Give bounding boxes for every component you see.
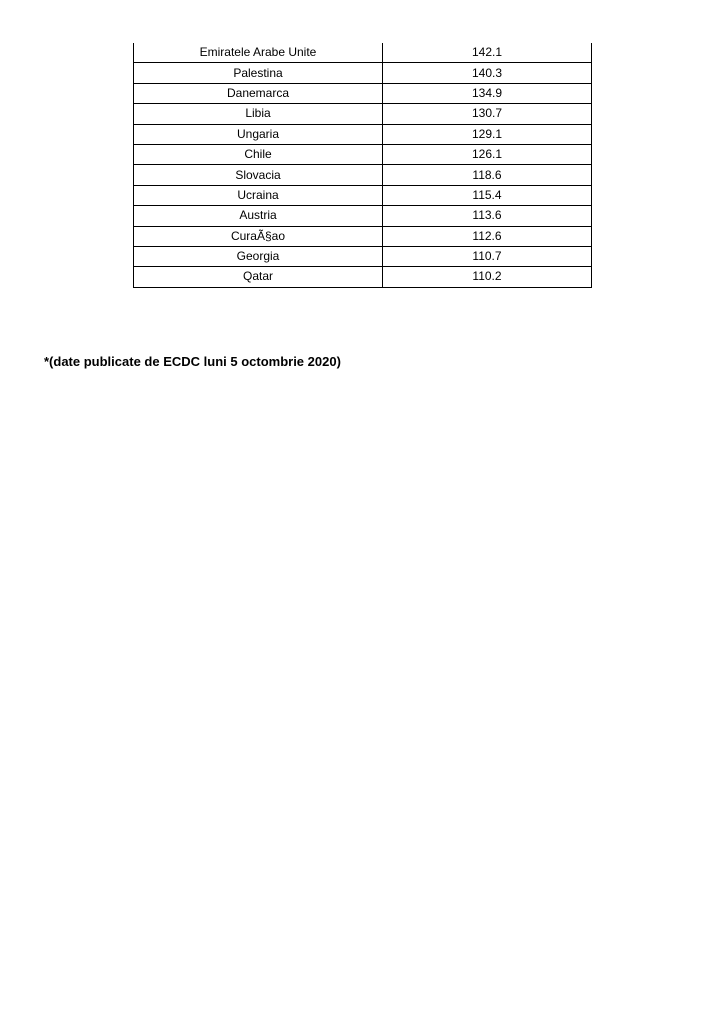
country-cell: Ungaria	[134, 124, 383, 144]
table-row	[134, 246, 592, 266]
table-body	[134, 43, 592, 287]
table-row	[134, 144, 592, 164]
value-cell: 112.6	[383, 226, 592, 246]
table-row	[134, 185, 592, 205]
table-row	[134, 104, 592, 124]
country-cell: Slovacia	[134, 165, 383, 185]
table-row	[134, 124, 592, 144]
table-row	[134, 267, 592, 287]
country-cell: Palestina	[134, 63, 383, 83]
country-cell: Georgia	[134, 246, 383, 266]
country-rate-table	[133, 43, 592, 288]
value-cell: 140.3	[383, 63, 592, 83]
country-cell: CuraÃ§ao	[134, 226, 383, 246]
value-cell: 110.2	[383, 267, 592, 287]
value-cell: 134.9	[383, 83, 592, 103]
value-cell: 113.6	[383, 206, 592, 226]
country-cell: Libia	[134, 104, 383, 124]
country-cell: Emiratele Arabe Unite	[134, 43, 383, 63]
value-cell: 110.7	[383, 246, 592, 266]
table-row	[134, 206, 592, 226]
value-cell: 115.4	[383, 185, 592, 205]
country-cell: Danemarca	[134, 83, 383, 103]
table-row	[134, 83, 592, 103]
table-row	[134, 63, 592, 83]
country-cell: Qatar	[134, 267, 383, 287]
value-cell: 126.1	[383, 144, 592, 164]
table-row	[134, 165, 592, 185]
value-cell: 142.1	[383, 43, 592, 63]
country-cell: Ucraina	[134, 185, 383, 205]
value-cell: 129.1	[383, 124, 592, 144]
source-footnote: *(date publicate de ECDC luni 5 octombrie 2020)	[44, 354, 341, 369]
table-row	[134, 43, 592, 63]
country-cell: Austria	[134, 206, 383, 226]
country-cell: Chile	[134, 144, 383, 164]
value-cell: 118.6	[383, 165, 592, 185]
table-row	[134, 226, 592, 246]
value-cell: 130.7	[383, 104, 592, 124]
